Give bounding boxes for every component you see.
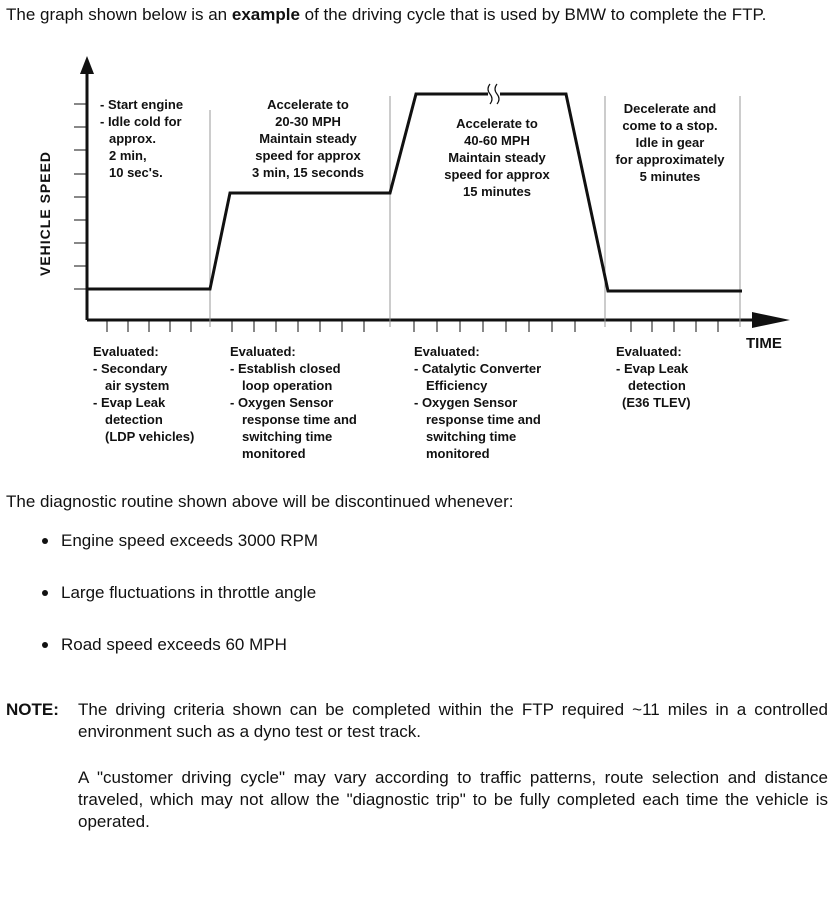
evaluated-line: Efficiency xyxy=(426,378,488,393)
phase-4-description xyxy=(596,100,744,185)
note-block xyxy=(6,699,828,833)
phase-2-desc-line: 20-30 MPH xyxy=(275,114,341,129)
bullet-icon xyxy=(42,590,48,596)
phase-3-desc-line: Accelerate to xyxy=(456,116,538,131)
evaluated-heading: Evaluated: xyxy=(414,344,480,359)
note-paragraph-1: The driving criteria shown can be completed within the FTP required ~11 miles in a controlled environment such as a dyno test or test track. xyxy=(78,700,828,741)
evaluated-line: monitored xyxy=(242,446,306,461)
phase-1-desc-line: 10 sec's. xyxy=(109,165,163,180)
intro-text-start: The graph shown below is an xyxy=(6,5,232,24)
phase-4-desc-line: come to a stop. xyxy=(622,118,718,133)
list-item xyxy=(6,634,318,686)
phase-2-desc-line: speed for approx xyxy=(255,148,361,163)
phase-3-desc-line: 15 minutes xyxy=(463,184,531,199)
list-item-text: Large fluctuations in throttle angle xyxy=(61,583,317,602)
evaluated-line: - Oxygen Sensor xyxy=(230,395,334,410)
y-axis-ticks xyxy=(74,104,87,289)
note-paragraph-2: A "customer driving cycle" may vary according to traffic patterns, route selection and distance traveled, which may not allow the "diagnostic trip" to be fully completed each time the vehicle is operated. xyxy=(78,768,828,831)
list-item xyxy=(6,582,318,634)
phase-1-desc-line: 2 min, xyxy=(109,148,147,163)
evaluated-line: (E36 TLEV) xyxy=(622,395,691,410)
phase-2-desc-line: 3 min, 15 seconds xyxy=(252,165,364,180)
evaluated-line: loop operation xyxy=(242,378,333,393)
phase-2-desc-line: Maintain steady xyxy=(259,131,357,146)
x-axis-ticks xyxy=(107,320,718,332)
bullet-icon xyxy=(42,642,48,648)
evaluated-line: - Catalytic Converter xyxy=(414,361,542,376)
discontinue-conditions-list xyxy=(6,530,318,686)
evaluated-heading: Evaluated: xyxy=(93,344,159,359)
intro-bold-word: example xyxy=(231,5,300,24)
evaluated-line: - Evap Leak xyxy=(616,361,689,376)
evaluated-line: (LDP vehicles) xyxy=(105,429,195,444)
intro-paragraph xyxy=(6,4,828,26)
phase-1-desc-line: - Start engine xyxy=(100,97,184,112)
y-axis-arrow xyxy=(80,56,94,74)
evaluated-line: switching time xyxy=(426,429,517,444)
phase-4-desc-line: 5 minutes xyxy=(639,169,701,184)
evaluated-line: response time and xyxy=(242,412,357,427)
bullet-icon xyxy=(42,538,48,544)
evaluated-heading: Evaluated: xyxy=(616,344,682,359)
phase-3-desc-line: Maintain steady xyxy=(448,150,546,165)
evaluated-line: - Evap Leak xyxy=(93,395,166,410)
list-item xyxy=(6,530,318,582)
phase-4-desc-line: for approximately xyxy=(615,152,725,167)
y-axis-label: VEHICLE SPEED xyxy=(37,150,53,276)
phase-4-desc-line: Idle in gear xyxy=(635,135,705,150)
phase-2-description xyxy=(228,96,388,181)
phase-3-desc-line: speed for approx xyxy=(444,167,550,182)
phase-3-desc-line: 40-60 MPH xyxy=(464,133,530,148)
phase-1-desc-line: approx. xyxy=(109,131,156,146)
discontinue-intro: The diagnostic routine shown above will be discontinued whenever: xyxy=(6,492,514,511)
list-item-text: Road speed exceeds 60 MPH xyxy=(61,635,287,654)
phase-1-evaluated xyxy=(93,343,194,445)
evaluated-line: air system xyxy=(105,378,170,393)
phase-3-description xyxy=(416,115,578,200)
evaluated-heading: Evaluated: xyxy=(230,344,296,359)
x-axis-label: TIME xyxy=(746,335,782,352)
evaluated-line: response time and xyxy=(426,412,541,427)
phase-2-desc-line: Accelerate to xyxy=(267,97,349,112)
evaluated-line: monitored xyxy=(426,446,490,461)
phase-4-desc-line: Decelerate and xyxy=(623,101,717,116)
evaluated-line: - Establish closed xyxy=(230,361,341,376)
note-label: NOTE: xyxy=(6,700,59,719)
phase-1-description xyxy=(100,96,183,181)
evaluated-line: detection xyxy=(628,378,686,393)
phase-3-evaluated xyxy=(414,343,541,462)
evaluated-line: detection xyxy=(105,412,163,427)
evaluated-line: - Oxygen Sensor xyxy=(414,395,518,410)
list-item-text: Engine speed exceeds 3000 RPM xyxy=(61,531,319,550)
evaluated-line: switching time xyxy=(242,429,333,444)
phase-2-evaluated xyxy=(230,343,357,462)
evaluated-line: - Secondary xyxy=(93,361,168,376)
phase-1-desc-line: - Idle cold for xyxy=(100,114,182,129)
intro-text-end: of the driving cycle that is used by BMW to complete the FTP. xyxy=(299,5,767,24)
phase-4-evaluated xyxy=(616,343,691,411)
x-axis-arrow xyxy=(752,312,790,328)
